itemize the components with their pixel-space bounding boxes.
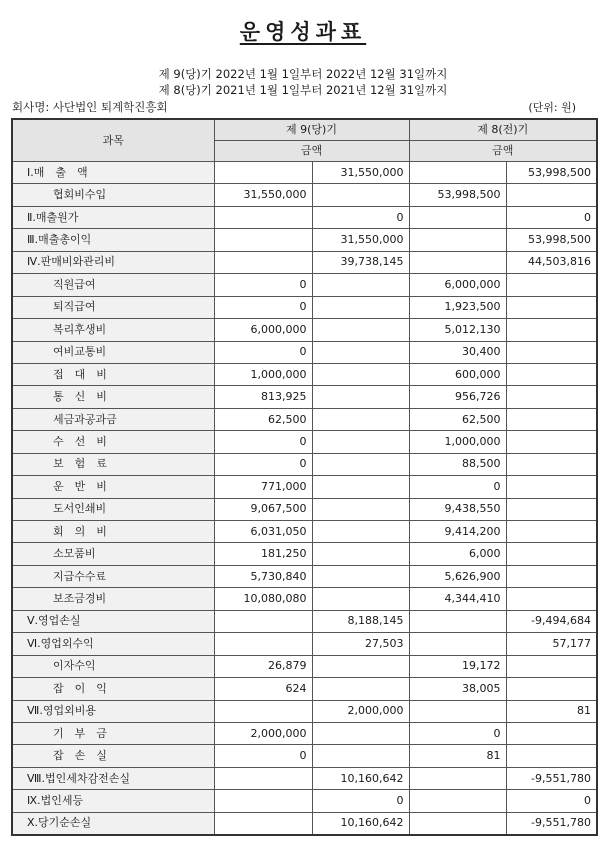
table-row <box>12 476 597 498</box>
account-label: Ⅵ.영업외수익 <box>12 633 214 655</box>
table-row <box>12 184 597 206</box>
prior-detail-amount: 81 <box>409 745 506 767</box>
prior-total-amount <box>506 588 597 610</box>
prior-detail-amount: 5,626,900 <box>409 565 506 587</box>
prior-detail-amount: 30,400 <box>409 341 506 363</box>
prior-detail-amount: 9,438,550 <box>409 498 506 520</box>
current-total-amount <box>312 655 409 677</box>
table-row <box>12 296 597 318</box>
current-total-amount: 27,503 <box>312 633 409 655</box>
prior-total-amount <box>506 678 597 700</box>
prior-detail-amount <box>409 610 506 632</box>
current-detail-amount: 0 <box>214 431 312 453</box>
prior-total-amount <box>506 341 597 363</box>
table-row <box>12 633 597 655</box>
prior-total-amount: 53,998,500 <box>506 162 597 184</box>
account-label: 회 의 비 <box>12 521 214 543</box>
current-total-amount <box>312 319 409 341</box>
account-label: Ⅸ.법인세등 <box>12 790 214 812</box>
prior-detail-amount <box>409 251 506 273</box>
table-row <box>12 363 597 385</box>
account-label: 운 반 비 <box>12 476 214 498</box>
prior-total-amount <box>506 655 597 677</box>
current-detail-amount <box>214 767 312 789</box>
table-row <box>12 790 597 812</box>
table-row <box>12 341 597 363</box>
current-detail-amount <box>214 700 312 722</box>
account-label: 통 신 비 <box>12 386 214 408</box>
current-total-amount: 2,000,000 <box>312 700 409 722</box>
prior-detail-amount: 0 <box>409 476 506 498</box>
current-detail-amount: 813,925 <box>214 386 312 408</box>
current-detail-amount <box>214 812 312 835</box>
current-total-amount <box>312 296 409 318</box>
prior-total-amount <box>506 386 597 408</box>
table-row <box>12 767 597 789</box>
current-total-amount <box>312 453 409 475</box>
table-row <box>12 678 597 700</box>
current-total-amount: 10,160,642 <box>312 767 409 789</box>
current-total-amount <box>312 408 409 430</box>
header-account: 과목 <box>12 119 214 162</box>
account-label: Ⅹ.당기순손실 <box>12 812 214 835</box>
current-total-amount <box>312 543 409 565</box>
current-detail-amount: 6,031,050 <box>214 521 312 543</box>
account-label: 여비교통비 <box>12 341 214 363</box>
header-prior-period: 제 8(전)기 <box>409 119 597 141</box>
current-detail-amount: 771,000 <box>214 476 312 498</box>
table-row <box>12 431 597 453</box>
current-detail-amount <box>214 251 312 273</box>
table-row <box>12 251 597 273</box>
period-current: 제 9(당)기 2022년 1월 1일부터 2022년 12월 31일까지 <box>158 67 448 81</box>
current-total-amount <box>312 431 409 453</box>
prior-total-amount <box>506 363 597 385</box>
prior-detail-amount <box>409 229 506 251</box>
prior-total-amount: -9,551,780 <box>506 812 597 835</box>
prior-total-amount <box>506 431 597 453</box>
current-detail-amount: 0 <box>214 453 312 475</box>
current-detail-amount: 2,000,000 <box>214 722 312 744</box>
current-detail-amount <box>214 229 312 251</box>
table-row <box>12 408 597 430</box>
header-amount-current: 금액 <box>214 141 409 162</box>
prior-detail-amount <box>409 790 506 812</box>
prior-detail-amount: 9,414,200 <box>409 521 506 543</box>
period-prior: 제 8(당)기 2021년 1월 1일부터 2021년 12월 31일까지 <box>158 83 448 97</box>
account-label: 접 대 비 <box>12 363 214 385</box>
current-total-amount <box>312 678 409 700</box>
current-detail-amount: 31,550,000 <box>214 184 312 206</box>
income-statement-table <box>11 118 598 836</box>
account-label: Ⅶ.영업외비용 <box>12 700 214 722</box>
prior-detail-amount: 956,726 <box>409 386 506 408</box>
account-label: Ⅱ.매출원가 <box>12 206 214 228</box>
current-detail-amount: 10,080,080 <box>214 588 312 610</box>
prior-detail-amount <box>409 767 506 789</box>
account-label: 기 부 금 <box>12 722 214 744</box>
current-detail-amount: 26,879 <box>214 655 312 677</box>
account-label: Ⅰ.매 출 액 <box>12 162 214 184</box>
account-label: Ⅷ.법인세차감전손실 <box>12 767 214 789</box>
prior-total-amount: -9,551,780 <box>506 767 597 789</box>
account-label: 복리후생비 <box>12 319 214 341</box>
table-body <box>12 162 597 836</box>
account-label: 잡 이 익 <box>12 678 214 700</box>
prior-detail-amount: 6,000,000 <box>409 274 506 296</box>
prior-detail-amount: 38,005 <box>409 678 506 700</box>
current-detail-amount: 6,000,000 <box>214 319 312 341</box>
current-detail-amount <box>214 206 312 228</box>
prior-detail-amount <box>409 812 506 835</box>
header-amount-prior: 금액 <box>409 141 597 162</box>
header-current-period: 제 9(당)기 <box>214 119 409 141</box>
prior-total-amount <box>506 453 597 475</box>
prior-detail-amount: 0 <box>409 722 506 744</box>
account-label: 수 선 비 <box>12 431 214 453</box>
current-detail-amount: 624 <box>214 678 312 700</box>
account-label: 보 험 료 <box>12 453 214 475</box>
account-label: Ⅲ.매출총이익 <box>12 229 214 251</box>
prior-detail-amount <box>409 206 506 228</box>
table-row <box>12 543 597 565</box>
prior-detail-amount: 600,000 <box>409 363 506 385</box>
table-row <box>12 453 597 475</box>
table-row <box>12 700 597 722</box>
table-row <box>12 655 597 677</box>
prior-total-amount <box>506 274 597 296</box>
current-detail-amount <box>214 790 312 812</box>
table-row <box>12 498 597 520</box>
table-row <box>12 521 597 543</box>
account-label: 소모품비 <box>12 543 214 565</box>
current-detail-amount: 1,000,000 <box>214 363 312 385</box>
prior-total-amount <box>506 476 597 498</box>
table-row <box>12 610 597 632</box>
current-total-amount <box>312 274 409 296</box>
table-row <box>12 319 597 341</box>
prior-detail-amount: 62,500 <box>409 408 506 430</box>
current-total-amount <box>312 363 409 385</box>
current-total-amount <box>312 588 409 610</box>
account-label: 보조금경비 <box>12 588 214 610</box>
table-row <box>12 565 597 587</box>
current-detail-amount <box>214 633 312 655</box>
prior-detail-amount: 4,344,410 <box>409 588 506 610</box>
prior-total-amount: 0 <box>506 790 597 812</box>
prior-detail-amount <box>409 162 506 184</box>
prior-total-amount: 53,998,500 <box>506 229 597 251</box>
current-total-amount <box>312 521 409 543</box>
account-label: 이자수익 <box>12 655 214 677</box>
current-total-amount <box>312 386 409 408</box>
table-row <box>12 274 597 296</box>
unit-label: (단위: 원) <box>528 101 576 114</box>
current-total-amount: 31,550,000 <box>312 229 409 251</box>
table-row <box>12 206 597 228</box>
current-total-amount: 10,160,642 <box>312 812 409 835</box>
prior-total-amount <box>506 296 597 318</box>
current-total-amount <box>312 498 409 520</box>
current-detail-amount <box>214 610 312 632</box>
prior-total-amount: -9,494,684 <box>506 610 597 632</box>
current-detail-amount: 181,250 <box>214 543 312 565</box>
current-total-amount: 0 <box>312 206 409 228</box>
current-detail-amount: 62,500 <box>214 408 312 430</box>
account-label: 잡 손 실 <box>12 745 214 767</box>
account-label: 도서인쇄비 <box>12 498 214 520</box>
current-detail-amount <box>214 162 312 184</box>
current-total-amount <box>312 184 409 206</box>
prior-total-amount: 81 <box>506 700 597 722</box>
current-detail-amount: 9,067,500 <box>214 498 312 520</box>
current-total-amount <box>312 341 409 363</box>
current-total-amount: 31,550,000 <box>312 162 409 184</box>
current-total-amount: 8,188,145 <box>312 610 409 632</box>
company-name: 회사명: 사단법인 퇴계학진흥회 <box>12 100 168 114</box>
prior-detail-amount: 6,000 <box>409 543 506 565</box>
prior-detail-amount: 19,172 <box>409 655 506 677</box>
prior-total-amount <box>506 745 597 767</box>
prior-total-amount: 0 <box>506 206 597 228</box>
account-label: 퇴직급여 <box>12 296 214 318</box>
prior-total-amount <box>506 184 597 206</box>
prior-total-amount: 57,177 <box>506 633 597 655</box>
current-total-amount <box>312 565 409 587</box>
table-row <box>12 229 597 251</box>
account-label: Ⅴ.영업손실 <box>12 610 214 632</box>
account-label: 세금과공과금 <box>12 408 214 430</box>
prior-detail-amount: 1,923,500 <box>409 296 506 318</box>
current-detail-amount: 0 <box>214 296 312 318</box>
current-total-amount: 39,738,145 <box>312 251 409 273</box>
account-label: Ⅳ.판매비와관리비 <box>12 251 214 273</box>
current-total-amount <box>312 745 409 767</box>
table-row <box>12 588 597 610</box>
current-detail-amount: 5,730,840 <box>214 565 312 587</box>
table-row <box>12 812 597 835</box>
current-detail-amount: 0 <box>214 745 312 767</box>
current-total-amount: 0 <box>312 790 409 812</box>
current-total-amount <box>312 476 409 498</box>
table-row <box>12 386 597 408</box>
current-total-amount <box>312 722 409 744</box>
prior-detail-amount <box>409 700 506 722</box>
prior-total-amount <box>506 408 597 430</box>
prior-total-amount <box>506 521 597 543</box>
prior-detail-amount <box>409 633 506 655</box>
prior-detail-amount: 1,000,000 <box>409 431 506 453</box>
table-row <box>12 745 597 767</box>
account-label: 지급수수료 <box>12 565 214 587</box>
prior-detail-amount: 53,998,500 <box>409 184 506 206</box>
current-detail-amount: 0 <box>214 274 312 296</box>
table-row <box>12 722 597 744</box>
prior-total-amount <box>506 565 597 587</box>
prior-total-amount <box>506 498 597 520</box>
prior-total-amount <box>506 722 597 744</box>
prior-detail-amount: 5,012,130 <box>409 319 506 341</box>
document-title: 운영성과표 <box>239 20 367 44</box>
prior-detail-amount: 88,500 <box>409 453 506 475</box>
prior-total-amount: 44,503,816 <box>506 251 597 273</box>
account-label: 직원급여 <box>12 274 214 296</box>
prior-total-amount <box>506 543 597 565</box>
prior-total-amount <box>506 319 597 341</box>
table-row <box>12 162 597 184</box>
account-label: 협회비수입 <box>12 184 214 206</box>
current-detail-amount: 0 <box>214 341 312 363</box>
